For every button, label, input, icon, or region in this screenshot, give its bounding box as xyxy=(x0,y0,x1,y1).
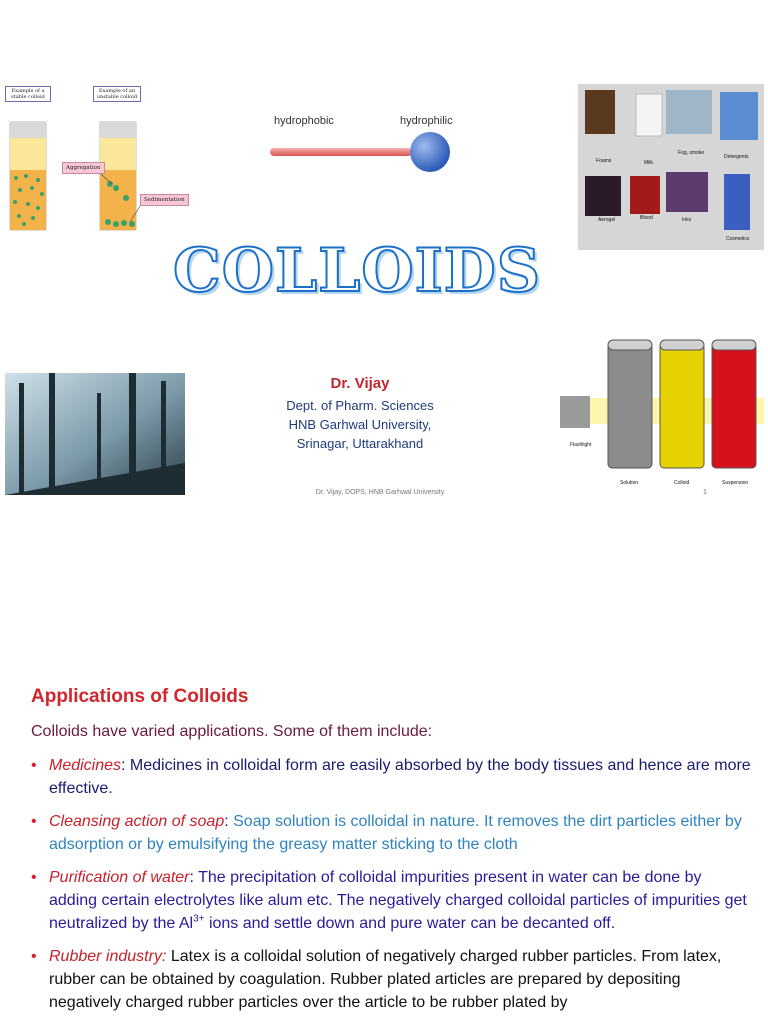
slide-page-number: 1 xyxy=(703,489,707,496)
stable-colloid-label: Example of a stable colloid xyxy=(5,86,51,102)
examples-photos xyxy=(578,84,764,250)
list-item: • Cleansing action of soap: Soap solution is colloidal in nature. It removes the dirt particles either by adsorption or by emulsifying the greasy matter sticking to the cloth xyxy=(31,810,751,856)
surfactant-molecule-figure xyxy=(262,110,482,180)
example-label-cosmetics: Cosmetics xyxy=(726,236,750,242)
slide-footer: Dr. Vijay, DOPS, HNB Garhwal University xyxy=(315,489,445,496)
applications-intro: Colloids have varied applications. Some of them include: xyxy=(31,723,433,740)
author-name: Dr. Vijay xyxy=(330,375,390,392)
author-dept: Dept. of Pharm. Sciences xyxy=(286,398,434,413)
beakers-illustration xyxy=(560,334,764,474)
unstable-colloid-label: Example of an unstable colloid xyxy=(93,86,141,102)
solution-label: Solution xyxy=(620,480,639,486)
bullet-term: Rubber industry: xyxy=(49,948,167,965)
superscript-charge: 3+ xyxy=(193,913,205,925)
example-label-fog: Fog, smoke xyxy=(678,150,705,156)
suspension-label: Suspension xyxy=(722,480,749,486)
example-label-blood: Blood xyxy=(640,215,653,221)
example-label-aerogel: Aerogel xyxy=(598,217,616,223)
flashlight-label: Flashlight xyxy=(570,442,592,448)
test-tubes-illustration xyxy=(4,118,174,238)
list-item xyxy=(31,945,751,1014)
colloid-label: Colloid xyxy=(674,480,690,486)
bullet-desc: Medicines in colloidal form are easily absorbed by the body tissues and hence are more effective. xyxy=(49,757,751,797)
author-block xyxy=(250,375,470,453)
author-university: HNB Garhwal University, xyxy=(288,417,432,432)
list-item: • Purification of water: The precipitation of colloidal impurities present in water can be done by adding certain electrolytes like alum etc. The negatively charged colloidal particles of impurities get neutralized by the $Al^{3+}$ ions and settle down and pure water can be decanted off. xyxy=(31,866,751,935)
hydrophobic-label: hydrophobic xyxy=(274,115,334,127)
bullet-term: Purification of water xyxy=(49,869,190,886)
sedimentation-callout: Sedimentation xyxy=(140,194,189,206)
colloid-examples-grid xyxy=(578,84,764,250)
hydrophilic-label: hydrophilic xyxy=(400,115,453,127)
molecule-illustration xyxy=(262,132,482,180)
example-label-milk: Milk xyxy=(644,160,653,166)
example-label-inks: Inks xyxy=(682,217,692,223)
bullet-desc: Latex is a colloidal solution of negatively charged rubber particles. From latex, rubber can be obtained by coagulation. Rubber plated articles are prepared by depositing negatively charged rubber particles over the article to be rubber plated by xyxy=(49,948,722,1011)
list-item: • Medicines: Medicines in colloidal form are easily absorbed by the body tissues and hence are more effective. xyxy=(31,754,751,800)
example-label-detergents: Detergents xyxy=(724,154,749,160)
tyndall-effect-figure xyxy=(560,334,764,492)
bullet-term: Cleansing action of soap xyxy=(49,813,225,830)
applications-title: Applications of Colloids xyxy=(31,686,249,707)
author-location: Srinagar, Uttarakhand xyxy=(296,436,424,451)
bullet-desc-continued: ions and settle down and pure water can be decanted off. xyxy=(204,915,616,932)
applications-list xyxy=(31,754,751,1024)
colloid-stability-figure xyxy=(4,82,185,240)
forest-fog-image xyxy=(5,373,185,495)
example-label-foams: Foams xyxy=(596,158,612,164)
bullet-desc: The precipitation of colloidal impurities present in water can be done by adding certain electrolytes like alum etc. The negatively charged colloidal particles of impurities get neutralized by the Al xyxy=(49,869,747,932)
forest-illustration xyxy=(5,373,185,495)
slide-title: COLLOIDS xyxy=(172,236,542,306)
bullet-term: Medicines xyxy=(49,757,122,774)
aggregation-callout: Aggregation xyxy=(62,162,105,174)
bullet-desc: Soap solution is colloidal in nature. It removes the dirt particles either by adsorption or by emulsifying the greasy matter sticking to the cloth xyxy=(49,813,742,853)
